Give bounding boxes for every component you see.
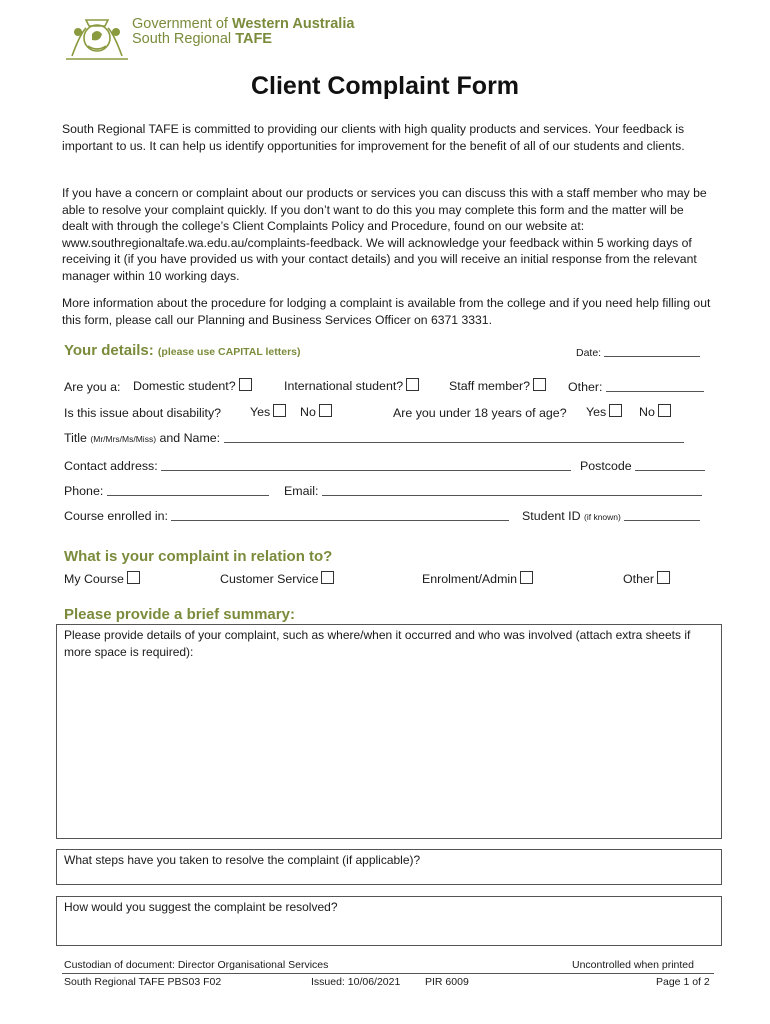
under18-yes-label: Yes — [586, 405, 607, 419]
postcode-label: Postcode — [580, 459, 632, 473]
customer-service-label: Customer Service — [220, 572, 319, 586]
date-input-line[interactable] — [604, 345, 700, 357]
course-input-line[interactable] — [171, 509, 509, 521]
address-field[interactable] — [64, 459, 571, 473]
student-id-label: Student ID — [522, 509, 581, 523]
course-field[interactable] — [64, 509, 509, 523]
intro-paragraph-1: South Regional TAFE is committed to providing our clients with high quality products and services. Your feedback is important to us. It can help us identify opportunities for improvement for the benefit of all of our students and clients. — [62, 122, 685, 153]
course-label: Course enrolled in: — [64, 509, 169, 523]
student-id-field[interactable] — [522, 509, 700, 523]
suggested-resolution-prompt: How would you suggest the complaint be resolved? — [64, 900, 338, 914]
suggested-resolution-box[interactable] — [56, 896, 722, 946]
other-label: Other: — [568, 380, 603, 394]
postcode-field[interactable] — [580, 459, 705, 473]
international-checkbox[interactable] — [406, 378, 419, 391]
email-field[interactable] — [284, 484, 702, 498]
org-line1-prefix: Government of — [132, 16, 232, 32]
date-label: Date: — [576, 347, 602, 359]
title-hint: (Mr/Mrs/Ms/Miss) — [90, 434, 157, 444]
disability-no-option[interactable] — [300, 404, 332, 419]
org-line1-bold: Western Australia — [231, 16, 355, 32]
footer-issued: Issued: 10/06/2021 — [311, 976, 401, 988]
footer-page-number: Page 1 of 2 — [656, 976, 710, 988]
staff-label: Staff member? — [449, 379, 531, 393]
details-heading-text: Your details: — [64, 342, 154, 359]
header — [62, 12, 362, 64]
footer-pir: PIR 6009 — [425, 976, 469, 988]
relation-option-other[interactable] — [623, 571, 670, 586]
under18-no-checkbox[interactable] — [658, 404, 671, 417]
details-heading — [64, 342, 301, 359]
under18-label: Are you under 18 years of age? — [393, 406, 567, 420]
under18-no-option[interactable] — [639, 404, 671, 419]
complaint-details-box[interactable] — [56, 624, 722, 839]
my-course-checkbox[interactable] — [127, 571, 140, 584]
name-input-line[interactable] — [224, 431, 684, 443]
disability-yes-checkbox[interactable] — [273, 404, 286, 417]
relation-option-my-course[interactable] — [64, 571, 140, 586]
my-course-label: My Course — [64, 572, 124, 586]
address-label: Contact address: — [64, 459, 158, 473]
footer-custodian: Custodian of document: Director Organisational Services — [64, 959, 329, 971]
under18-no-label: No — [639, 405, 655, 419]
disability-no-checkbox[interactable] — [319, 404, 332, 417]
relation-heading: What is your complaint in relation to? — [64, 548, 333, 565]
footer-doc-code: South Regional TAFE PBS03 F02 — [64, 976, 222, 988]
title-name-field[interactable] — [64, 431, 684, 445]
org-line2-bold: TAFE — [235, 31, 272, 47]
disability-yes-label: Yes — [250, 405, 271, 419]
relation-other-checkbox[interactable] — [657, 571, 670, 584]
enrolment-admin-checkbox[interactable] — [520, 571, 533, 584]
wa-coat-of-arms-icon — [62, 12, 132, 64]
other-input-line[interactable] — [606, 380, 704, 392]
summary-heading: Please provide a brief summary: — [64, 606, 295, 623]
under18-yes-option[interactable] — [586, 404, 622, 419]
international-option[interactable] — [284, 378, 419, 393]
domestic-option[interactable] — [133, 378, 252, 393]
under18-yes-checkbox[interactable] — [609, 404, 622, 417]
phone-label: Phone: — [64, 484, 104, 498]
phone-input-line[interactable] — [107, 484, 269, 496]
international-label: International student? — [284, 379, 404, 393]
title-label: Title — [64, 431, 87, 445]
phone-field[interactable] — [64, 484, 269, 498]
complaint-details-prompt: Please provide details of your complaint, such as where/when it occurred and who was involved (attach extra sheets if more space is required): — [64, 628, 691, 659]
disability-label: Is this issue about disability? — [64, 406, 222, 420]
student-id-input-line[interactable] — [624, 509, 700, 521]
other-field[interactable] — [568, 380, 704, 394]
footer-uncontrolled: Uncontrolled when printed — [572, 959, 694, 971]
relation-option-enrolment-admin[interactable] — [422, 571, 533, 586]
are-you-label: Are you a: — [64, 380, 121, 394]
resolution-steps-prompt: What steps have you taken to resolve the complaint (if applicable)? — [64, 853, 421, 867]
staff-option[interactable] — [449, 378, 546, 393]
resolution-steps-box[interactable] — [56, 849, 722, 885]
footer-divider — [62, 973, 714, 974]
page-title: Client Complaint Form — [250, 72, 520, 100]
email-label: Email: — [284, 484, 319, 498]
name-label: and Name: — [159, 431, 221, 445]
email-input-line[interactable] — [322, 484, 702, 496]
intro-paragraph-3: More information about the procedure for lodging a complaint is available from the college and if you need help filling out this form, please call our Planning and Business Services Officer on 6371 3331. — [62, 296, 711, 327]
postcode-input-line[interactable] — [635, 459, 705, 471]
org-line2-prefix: South Regional — [132, 31, 236, 47]
relation-other-label: Other — [623, 572, 654, 586]
intro-paragraph-2: If you have a concern or complaint about our products or services you can discuss this with a staff member who may be able to resolve your complaint quickly. If you don’t want to do this you may complete this form and the matter will be dealt with through the college’s Client Complaints Policy and Procedure, found on our website at: www.southregionaltafe.wa.edu.au/complaints-feedback. We will acknowledge your feedback within 5 working days of receiving it (if you have provided us with your contact details) and you will receive an initial response from the relevant manager within 10 working days. — [62, 186, 707, 283]
staff-checkbox[interactable] — [533, 378, 546, 391]
relation-option-customer-service[interactable] — [220, 571, 334, 586]
org-name — [132, 17, 354, 47]
details-heading-note: (please use CAPITAL letters) — [157, 346, 301, 358]
enrolment-admin-label: Enrolment/Admin — [422, 572, 518, 586]
customer-service-checkbox[interactable] — [321, 571, 334, 584]
disability-yes-option[interactable] — [250, 404, 286, 419]
disability-no-label: No — [300, 405, 316, 419]
domestic-label: Domestic student? — [133, 379, 236, 393]
domestic-checkbox[interactable] — [239, 378, 252, 391]
student-id-hint: (if known) — [584, 512, 621, 522]
date-field[interactable] — [576, 345, 700, 359]
address-input-line[interactable] — [161, 459, 571, 471]
